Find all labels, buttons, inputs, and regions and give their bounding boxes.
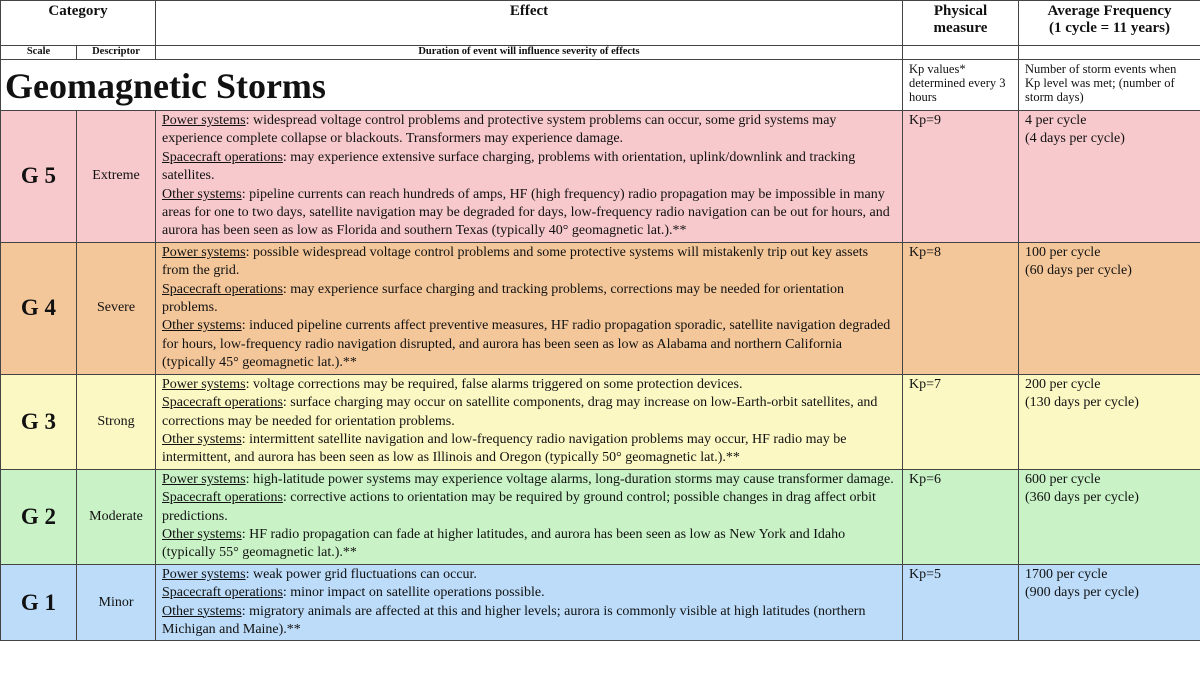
other-systems-label: Other systems: [162, 526, 242, 542]
cycle-definition: (1 cycle = 11 years): [1048, 20, 1170, 36]
average-frequency-label: Average Frequency: [1047, 3, 1172, 19]
frequency: [1019, 242, 1200, 374]
scale-label: G 3: [1, 374, 77, 469]
blank-subheader-cell: [903, 46, 1019, 60]
spacecraft-operations-text: : corrective actions to orientation may be required by ground control; possible changes in drag affect orbit predictions.: [162, 490, 876, 524]
section-title: Geomagnetic Storms: [1, 60, 903, 111]
category-header: Category: [1, 1, 156, 46]
spacecraft-operations-text: : surface charging may occur on satellite components, drag may increase on low-Earth-orbit satellites, and corrections may be needed for orientation problems.: [162, 395, 878, 429]
descriptor: Moderate: [77, 469, 156, 564]
kp-value: Kp=5: [903, 564, 1019, 641]
other-systems-text: : HF radio propagation can fade at higher latitudes, and aurora has been seen as low as New York and Idaho (typically 55° geomagnetic lat.).**: [162, 526, 846, 561]
storm-row-g2: [1, 469, 1200, 564]
frequency: [1019, 374, 1200, 469]
average-frequency-header: [1019, 1, 1200, 46]
scale-label: G 4: [1, 242, 77, 374]
days-per-cycle: (60 days per cycle): [1025, 263, 1132, 279]
effects: [156, 111, 903, 243]
physical-measure-header: Physical measure: [903, 1, 1019, 46]
other-systems-text: : intermittent satellite navigation and low-frequency radio navigation problems may occur, HF radio may be intermittent, and aurora has been seen as low as Illinois and Oregon (typically 50° geomagnetic lat.).**: [162, 431, 847, 466]
events-per-cycle: 1700 per cycle: [1025, 566, 1108, 582]
events-per-cycle: 100 per cycle: [1025, 244, 1101, 260]
spacecraft-operations-label: Spacecraft operations: [162, 395, 283, 411]
kp-note: Kp values* determined every 3 hours: [903, 60, 1019, 111]
power-systems-text: : widespread voltage control problems and protective system problems can occur, some grid systems may experience complete collapse or blackouts. Transformers may experience damage.: [162, 113, 837, 147]
power-systems-label: Power systems: [162, 113, 246, 128]
other-systems-label: Other systems: [162, 186, 242, 202]
descriptor: Extreme: [77, 111, 156, 243]
spacecraft-operations-label: Spacecraft operations: [162, 585, 283, 601]
spacecraft-operations-label: Spacecraft operations: [162, 281, 283, 297]
duration-note: Duration of event will influence severity of effects: [156, 46, 903, 60]
spacecraft-operations-text: : minor impact on satellite operations possible.: [282, 585, 545, 601]
kp-value: Kp=8: [903, 242, 1019, 374]
kp-value: Kp=7: [903, 374, 1019, 469]
other-systems-text: : pipeline currents can reach hundreds of amps, HF (high frequency) radio propagation may be impossible in many areas for one to two days, satellite navigation may be degraded for days, low-frequency radio navigation can be out for hours, and aurora has been seen as low as Florida and southern Texas (typically 40° geomagnetic lat.).**: [162, 186, 890, 239]
other-systems-text: : induced pipeline currents affect preventive measures, HF radio propagation sporadic, satellite navigation degraded for hours, low-frequency radio navigation disrupted, and aurora has been seen as low as Alabama and northern California (typically 45° geomagnetic lat.).**: [162, 318, 891, 371]
effects: [156, 374, 903, 469]
descriptor: Severe: [77, 242, 156, 374]
other-systems-label: Other systems: [162, 318, 242, 334]
effects: [156, 242, 903, 374]
storm-row-g1: [1, 564, 1200, 641]
storm-row-g5: [1, 111, 1200, 243]
scale-label: G 2: [1, 469, 77, 564]
frequency: [1019, 469, 1200, 564]
blank-subheader-cell: [1019, 46, 1200, 60]
power-systems-label: Power systems: [162, 566, 246, 582]
events-per-cycle: 4 per cycle: [1025, 113, 1087, 128]
power-systems-text: : weak power grid fluctuations can occur.: [245, 566, 477, 582]
descriptor: Strong: [77, 374, 156, 469]
power-systems-text: : possible widespread voltage control problems and some protective systems will mistakenly trip out key assets from the grid.: [162, 244, 869, 279]
power-systems-label: Power systems: [162, 471, 246, 487]
spacecraft-operations-label: Spacecraft operations: [162, 490, 283, 506]
section-title-row: [1, 60, 1200, 111]
scale-label: G 1: [1, 564, 77, 641]
effects: [156, 564, 903, 641]
frequency-note: Number of storm events when Kp level was met; (number of storm days): [1019, 60, 1200, 111]
subheader-row: [1, 46, 1200, 60]
spacecraft-operations-text: : may experience extensive surface charging, problems with orientation, uplink/downlink and tracking satellites.: [162, 149, 856, 184]
events-per-cycle: 200 per cycle: [1025, 376, 1101, 392]
scale-subheader: Scale: [1, 46, 77, 60]
other-systems-text: : migratory animals are affected at this and higher levels; aurora is commonly visible at high latitudes (northern Michigan and Maine).**: [162, 603, 866, 637]
descriptor-subheader: Descriptor: [77, 46, 156, 60]
power-systems-label: Power systems: [162, 244, 246, 260]
scale-label: G 5: [1, 111, 77, 243]
days-per-cycle: (900 days per cycle): [1025, 585, 1139, 601]
days-per-cycle: (130 days per cycle): [1025, 395, 1139, 411]
storm-row-g4: [1, 242, 1200, 374]
frequency: [1019, 111, 1200, 243]
power-systems-text: : voltage corrections may be required, false alarms triggered on some protection devices.: [245, 376, 743, 392]
effect-header: Effect: [156, 1, 903, 46]
power-systems-label: Power systems: [162, 376, 246, 392]
header-row: [1, 1, 1200, 46]
power-systems-text: : high-latitude power systems may experience voltage alarms, long-duration storms may cause transformer damage.: [245, 471, 894, 487]
other-systems-label: Other systems: [162, 603, 242, 619]
days-per-cycle: (360 days per cycle): [1025, 490, 1139, 506]
events-per-cycle: 600 per cycle: [1025, 471, 1101, 487]
other-systems-label: Other systems: [162, 431, 242, 447]
frequency: [1019, 564, 1200, 641]
days-per-cycle: (4 days per cycle): [1025, 131, 1125, 147]
kp-value: Kp=9: [903, 111, 1019, 243]
descriptor: Minor: [77, 564, 156, 641]
spacecraft-operations-label: Spacecraft operations: [162, 149, 283, 165]
effects: [156, 469, 903, 564]
storm-row-g3: [1, 374, 1200, 469]
spacecraft-operations-text: : may experience surface charging and tracking problems, corrections may be needed for orientation problems.: [162, 281, 844, 316]
kp-value: Kp=6: [903, 469, 1019, 564]
